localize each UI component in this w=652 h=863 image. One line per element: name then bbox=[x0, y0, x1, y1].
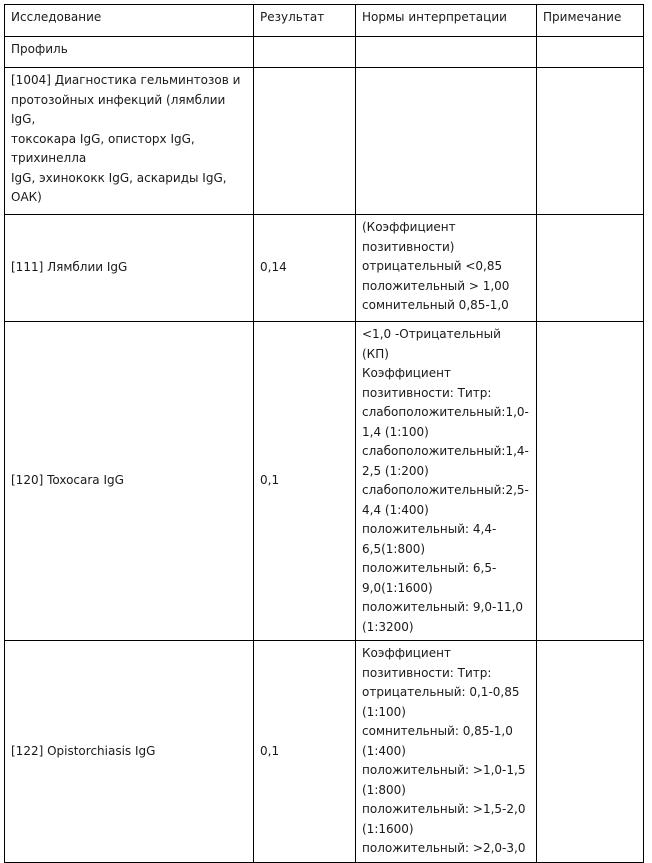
header-note: Примечание bbox=[537, 5, 644, 37]
profile-note-cell bbox=[537, 37, 644, 68]
study-cell-120: [120] Toxocara IgG bbox=[5, 322, 254, 641]
result-cell-111: 0,14 bbox=[254, 215, 356, 322]
study-line: IgG, эхинококк IgG, аскариды IgG, ОАК) bbox=[11, 170, 227, 204]
note-cell-111 bbox=[537, 215, 644, 322]
norms-cell-111 bbox=[356, 215, 537, 322]
norm-line: <1,0 -Отрицательный (КП) bbox=[362, 327, 501, 361]
norm-line: Коэффициент позитивности: Титр: bbox=[362, 646, 492, 680]
norms-cell-122 bbox=[356, 641, 537, 863]
profile-norms-cell bbox=[356, 37, 537, 68]
study-cell-122: [122] Opistorchiasis IgG bbox=[5, 641, 254, 863]
norm-line: сомнительный: 0,85-1,0 (1:400) bbox=[362, 724, 513, 758]
result-cell-120: 0,1 bbox=[254, 322, 356, 641]
norm-line: положительный: 9,0-11,0 (1:3200) bbox=[362, 600, 524, 634]
norm-line: положительный: 6,5-9,0(1:1600) bbox=[362, 561, 497, 595]
norm-line: положительный: 4,4-6,5(1:800) bbox=[362, 522, 497, 556]
norm-line: слабоположительный:1,0-1,4 (1:100) bbox=[362, 405, 529, 439]
result-cell-1004 bbox=[254, 68, 356, 215]
study-line: протозойных инфекций (лямблии IgG, bbox=[11, 92, 226, 126]
norm-line: положительный: >1,0-1,5 (1:800) bbox=[362, 763, 526, 797]
norms-cell-120 bbox=[356, 322, 537, 641]
norm-line: положительный > 1,00 bbox=[362, 278, 510, 293]
note-cell-122 bbox=[537, 641, 644, 863]
table-row-120 bbox=[5, 322, 644, 641]
header-row bbox=[5, 5, 644, 37]
note-cell-1004 bbox=[537, 68, 644, 215]
study-cell-111: [111] Лямблии IgG bbox=[5, 215, 254, 322]
norm-line: положительный: >1,5-2,0 (1:1600) bbox=[362, 802, 526, 836]
table-row-111 bbox=[5, 215, 644, 322]
norm-line: сомнительный 0,85-1,0 bbox=[362, 298, 509, 312]
table-row-122 bbox=[5, 641, 644, 863]
study-line: [1004] Диагностика гельминтозов и bbox=[11, 73, 241, 87]
norms-cell-1004 bbox=[356, 68, 537, 215]
header-norms: Нормы интерпретации bbox=[356, 5, 537, 37]
profile-label: Профиль bbox=[5, 37, 254, 68]
norm-line: слабоположительный:2,5-4,4 (1:400) bbox=[362, 483, 529, 517]
norm-line: слабоположительный:1,4-2,5 (1:200) bbox=[362, 444, 529, 478]
profile-row bbox=[5, 37, 644, 68]
study-line: токсокара IgG, описторх IgG, трихинелла bbox=[11, 131, 195, 165]
result-cell-122: 0,1 bbox=[254, 641, 356, 863]
note-cell-120 bbox=[537, 322, 644, 641]
norm-line: отрицательный: 0,1-0,85 (1:100) bbox=[362, 685, 520, 719]
norm-line: Коэффициент позитивности: Титр: bbox=[362, 366, 492, 400]
results-table bbox=[4, 4, 644, 863]
header-result: Результат bbox=[254, 5, 356, 37]
profile-result-cell bbox=[254, 37, 356, 68]
study-cell-1004 bbox=[5, 68, 254, 215]
norm-line: положительный: >2,0-3,0 bbox=[362, 841, 526, 855]
table-row-1004 bbox=[5, 68, 644, 215]
norm-line: отрицательный <0,85 bbox=[362, 259, 503, 273]
header-study: Исследование bbox=[5, 5, 254, 37]
norm-line: (Коэффициент позитивности) bbox=[362, 220, 456, 254]
